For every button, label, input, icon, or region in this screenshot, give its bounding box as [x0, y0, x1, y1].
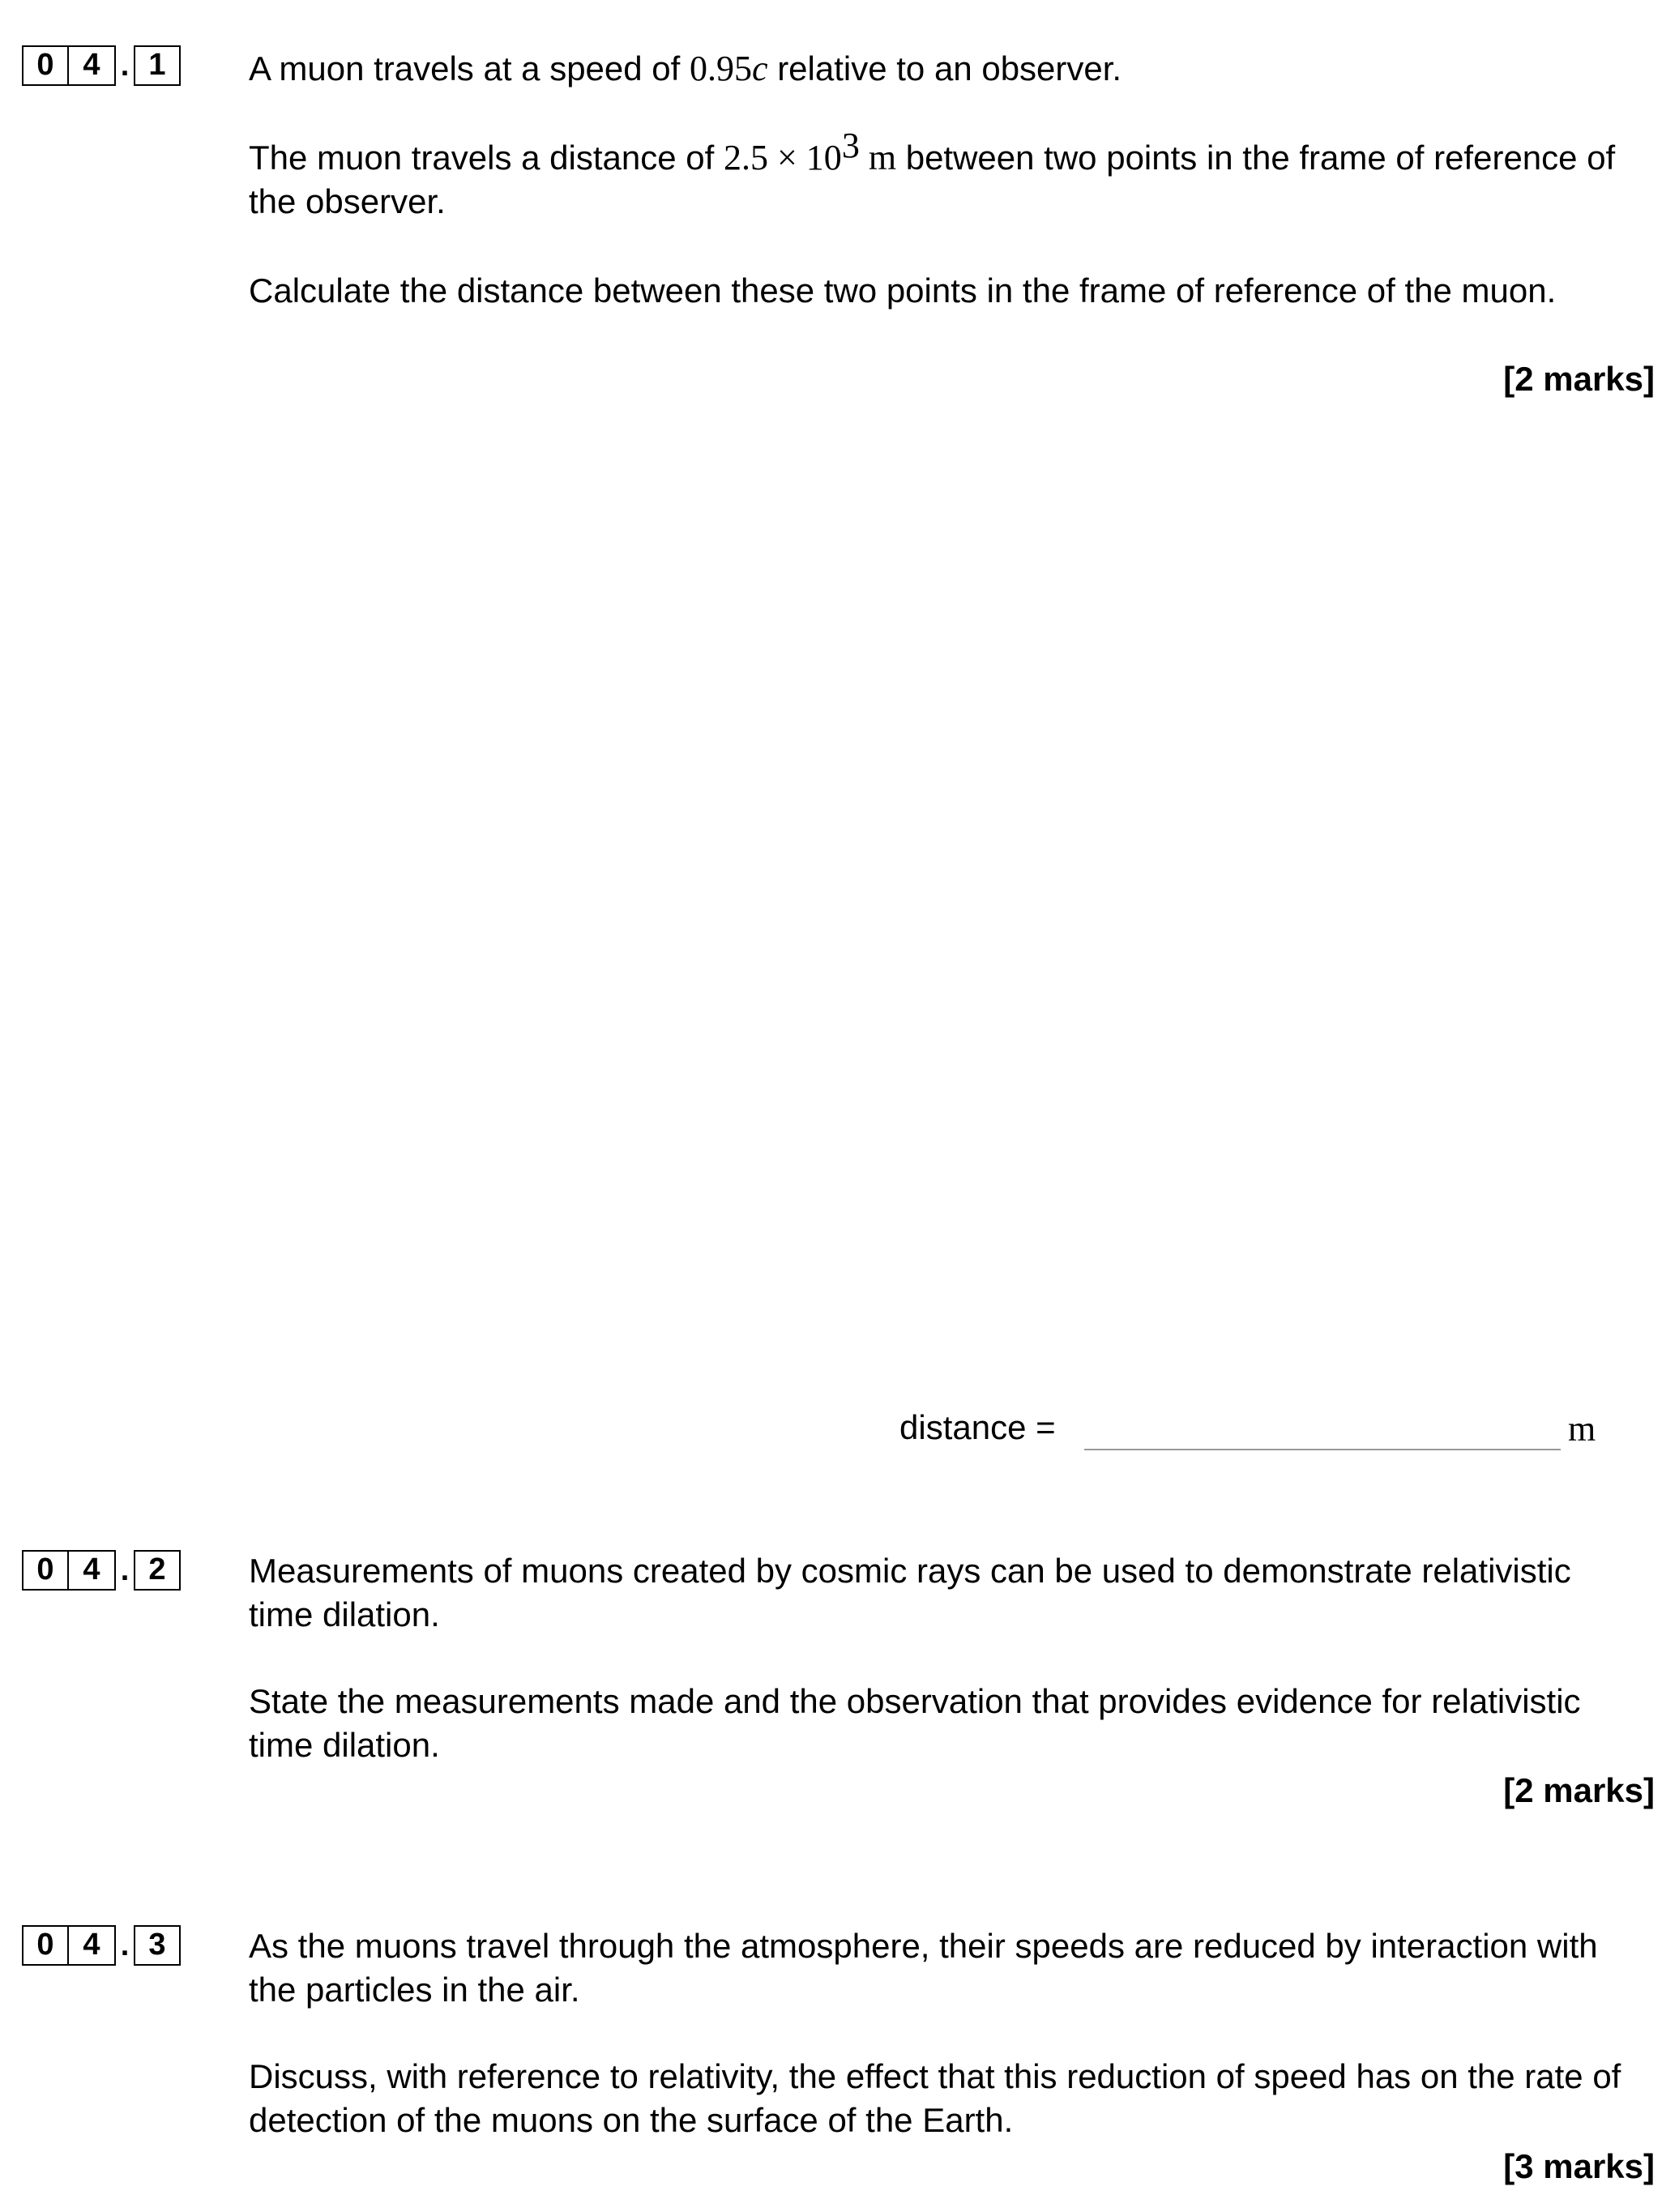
q1-instruction-text: Calculate the distance between these two points in the frame of reference of the muon. — [249, 271, 1557, 310]
question-digit: 4 — [69, 1925, 116, 1966]
q1-distance-post: between two points in the frame of reference of the observer. — [249, 139, 1616, 220]
question-digit: 0 — [22, 1550, 69, 1591]
question-dot: . — [120, 48, 130, 83]
question-digit: 2 — [134, 1550, 181, 1591]
question-number-04-3 — [22, 1923, 181, 1967]
question-dot: . — [120, 1928, 130, 1962]
q1-marks: [2 marks] — [1503, 360, 1655, 398]
q1-intro-pre: A muon travels at a speed of — [249, 49, 690, 88]
distance-answer-label: distance = — [899, 1408, 1056, 1446]
question-digit: 0 — [22, 45, 69, 86]
question-digit: 0 — [22, 1925, 69, 1966]
question-digit: 4 — [69, 1550, 116, 1591]
q1-distance-text — [249, 126, 1643, 224]
q1-intro-text — [249, 47, 1643, 91]
q1-speed-value: 0.95 — [690, 49, 752, 88]
q2-intro-text: Measurements of muons created by cosmic rays can be used to demonstrate relativistic time dilation. — [249, 1552, 1571, 1633]
q3-instruction-text: Discuss, with reference to relativity, the effect that this reduction of speed has on the rate of detection of the muons on the surface of the Earth. — [249, 2057, 1621, 2139]
question-number-04-1 — [22, 43, 181, 88]
q1-speed-symbol: c — [752, 49, 768, 88]
question-digit: 3 — [134, 1925, 181, 1966]
q1-distance-unit: m — [859, 138, 897, 177]
question-dot: . — [120, 1552, 130, 1587]
q2-marks: [2 marks] — [1503, 1771, 1655, 1809]
distance-answer-unit: m — [1568, 1409, 1596, 1449]
q3-intro-text: As the muons travel through the atmosphere, their speeds are reduced by interaction with the particles in the air. — [249, 1927, 1598, 2009]
question-digit: 4 — [69, 45, 116, 86]
question-digit: 1 — [134, 45, 181, 86]
question-number-04-2 — [22, 1548, 181, 1592]
q1-distance-value: 2.5 × 10 — [723, 138, 842, 177]
q1-distance-exponent: 3 — [841, 126, 860, 165]
q1-distance-pre: The muon travels a distance of — [249, 139, 724, 177]
q1-intro-post: relative to an observer. — [767, 49, 1122, 88]
q2-instruction-text: State the measurements made and the observation that provides evidence for relativistic time dilation. — [249, 1682, 1581, 1764]
distance-answer-line[interactable] — [1084, 1449, 1561, 1450]
q3-marks: [3 marks] — [1503, 2147, 1655, 2185]
